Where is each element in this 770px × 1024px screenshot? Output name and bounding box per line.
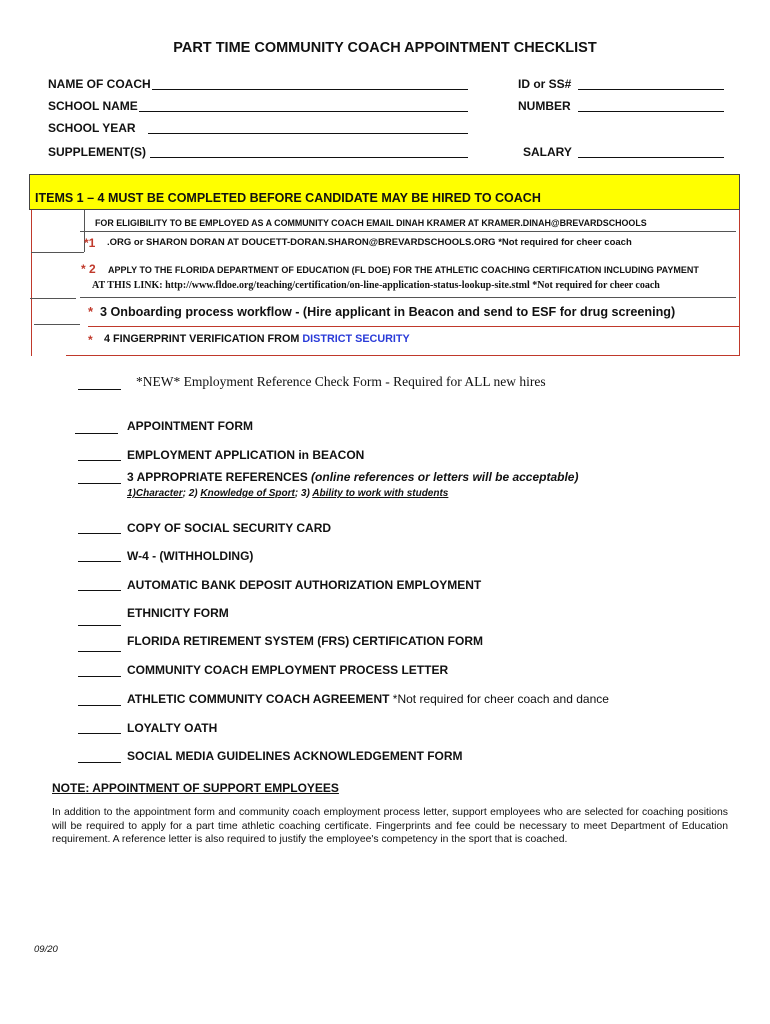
checklist-item: EMPLOYMENT APPLICATION in BEACON bbox=[127, 448, 365, 462]
reference-knowledge: Knowledge of Sport bbox=[200, 488, 295, 499]
checklist-item: ETHNICITY FORM bbox=[127, 606, 229, 620]
box-border-left bbox=[31, 210, 32, 356]
box-bottom bbox=[92, 355, 740, 356]
reference-character: 1)Character bbox=[127, 488, 183, 499]
page-title: PART TIME COMMUNITY COACH APPOINTMENT CHECKLIST bbox=[173, 40, 597, 56]
item3-text: 3 Onboarding process workflow - (Hire applicant in Beacon and send to ESF for drug screening) bbox=[100, 305, 676, 319]
checklist-blank[interactable] bbox=[78, 625, 121, 626]
box-divider-4 bbox=[34, 324, 80, 325]
checklist-item: COMMUNITY COACH EMPLOYMENT PROCESS LETTER bbox=[127, 663, 449, 677]
checklist-item: COPY OF SOCIAL SECURITY CARD bbox=[127, 521, 332, 535]
reference-sep-2: ; 3) bbox=[294, 488, 313, 499]
reference-ability: Ability to work with students bbox=[312, 488, 449, 499]
new-item-text: *NEW* Employment Reference Check Form - Required for ALL new hires bbox=[136, 374, 546, 389]
checklist-blank[interactable] bbox=[78, 762, 121, 763]
school-name-field[interactable] bbox=[139, 111, 468, 112]
school-year-label: SCHOOL YEAR bbox=[48, 121, 136, 135]
checklist-item: 3 APPROPRIATE REFERENCES bbox=[127, 470, 308, 484]
checklist-item: FLORIDA RETIREMENT SYSTEM (FRS) CERTIFICATION FORM bbox=[127, 634, 483, 648]
name-of-coach-label: NAME OF COACH bbox=[48, 77, 151, 91]
salary-field[interactable] bbox=[578, 157, 724, 158]
checklist-blank[interactable] bbox=[78, 651, 121, 652]
box-divider-6 bbox=[66, 355, 92, 356]
district-security-link[interactable]: DISTRICT SECURITY bbox=[302, 333, 410, 345]
box-divider-3 bbox=[30, 298, 76, 299]
item1-line2: .ORG or SHARON DORAN AT DOUCETT-DORAN.SHARON@BREVARDSCHOOLS.ORG *Not required for cheer coach bbox=[107, 237, 632, 248]
item4-marker: * bbox=[88, 333, 93, 347]
item1-line1: FOR ELIGIBILITY TO BE EMPLOYED AS A COMMUNITY COACH EMAIL DINAH KRAMER AT KRAMER.DINAH@BREVARDSCHOOLS bbox=[95, 218, 647, 228]
salary-label: SALARY bbox=[523, 145, 572, 159]
number-label: NUMBER bbox=[518, 99, 571, 113]
name-of-coach-field[interactable] bbox=[152, 89, 468, 90]
supplement-label: SUPPLEMENT(S) bbox=[48, 145, 147, 159]
checklist-blank[interactable] bbox=[78, 460, 121, 461]
checklist-blank[interactable] bbox=[75, 433, 118, 434]
checklist-blank[interactable] bbox=[78, 733, 121, 734]
checklist-blank[interactable] bbox=[78, 533, 121, 534]
reference-sep-1: ; 2) bbox=[182, 488, 201, 499]
checklist-item: APPOINTMENT FORM bbox=[127, 419, 253, 433]
box-divider-5 bbox=[88, 326, 740, 327]
checklist-blank[interactable] bbox=[78, 705, 121, 706]
id-ss-label: ID or SS# bbox=[518, 77, 572, 91]
revision-date: 09/20 bbox=[34, 944, 58, 955]
item2-rule bbox=[80, 297, 736, 298]
requirements-heading: ITEMS 1 – 4 MUST BE COMPLETED BEFORE CANDIDATE MAY BE HIRED TO COACH bbox=[35, 191, 541, 205]
agreement-note: *Not required for cheer coach and dance bbox=[392, 692, 609, 706]
item1-rule bbox=[80, 231, 736, 232]
item3-marker: * bbox=[88, 304, 94, 319]
checklist-item: ATHLETIC COMMUNITY COACH AGREEMENT bbox=[127, 692, 390, 706]
supplement-field[interactable] bbox=[150, 157, 468, 158]
number-field[interactable] bbox=[578, 111, 724, 112]
note-heading: NOTE bbox=[52, 781, 86, 795]
checklist-item: LOYALTY OATH bbox=[127, 721, 218, 735]
school-name-label: SCHOOL NAME bbox=[48, 99, 138, 113]
item2-line2: AT THIS LINK: http://www.fldoe.org/teaching/certification/on-line-application-status-lookup-site.stml *Not required for cheer coach bbox=[92, 280, 660, 291]
item1-marker: *1 bbox=[84, 236, 96, 250]
checklist-blank[interactable] bbox=[78, 483, 121, 484]
checklist-blank[interactable] bbox=[78, 561, 121, 562]
box-border-right bbox=[739, 210, 740, 356]
checklist-item: AUTOMATIC BANK DEPOSIT AUTHORIZATION EMPLOYMENT bbox=[127, 578, 482, 592]
checklist-item: SOCIAL MEDIA GUIDELINES ACKNOWLEDGEMENT FORM bbox=[127, 749, 463, 763]
new-item-checkbox[interactable] bbox=[78, 389, 121, 390]
box-divider-2 bbox=[31, 252, 84, 253]
item4-text: 4 FINGERPRINT VERIFICATION FROM bbox=[104, 333, 303, 345]
requirements-banner bbox=[29, 174, 740, 210]
checklist-item: W-4 - (WITHHOLDING) bbox=[127, 549, 254, 563]
item2-line1: APPLY TO THE FLORIDA DEPARTMENT OF EDUCATION (FL DOE) FOR THE ATHLETIC COACHING CERTIFICATION INCLUDING PAYMENT bbox=[108, 265, 699, 275]
checklist-blank[interactable] bbox=[78, 590, 121, 591]
id-ss-field[interactable] bbox=[578, 89, 724, 90]
note-paragraph: In addition to the appointment form and community coach employment process letter, support employees who are selected for coaching positions will be required to apply for a part time athletic coaching certificate. Fingerprints and fee could be necessary to meet Department of Education requirement. A reference letter is also required to justify the employee's competency in the sport that is coached. bbox=[52, 807, 728, 845]
item2-marker: * 2 bbox=[81, 262, 96, 276]
checklist-blank[interactable] bbox=[78, 676, 121, 677]
references-note: (online references or letters will be acceptable) bbox=[311, 470, 579, 484]
school-year-field[interactable] bbox=[148, 133, 468, 134]
note-heading-rest: : APPOINTMENT OF SUPPORT EMPLOYEES bbox=[85, 781, 339, 795]
